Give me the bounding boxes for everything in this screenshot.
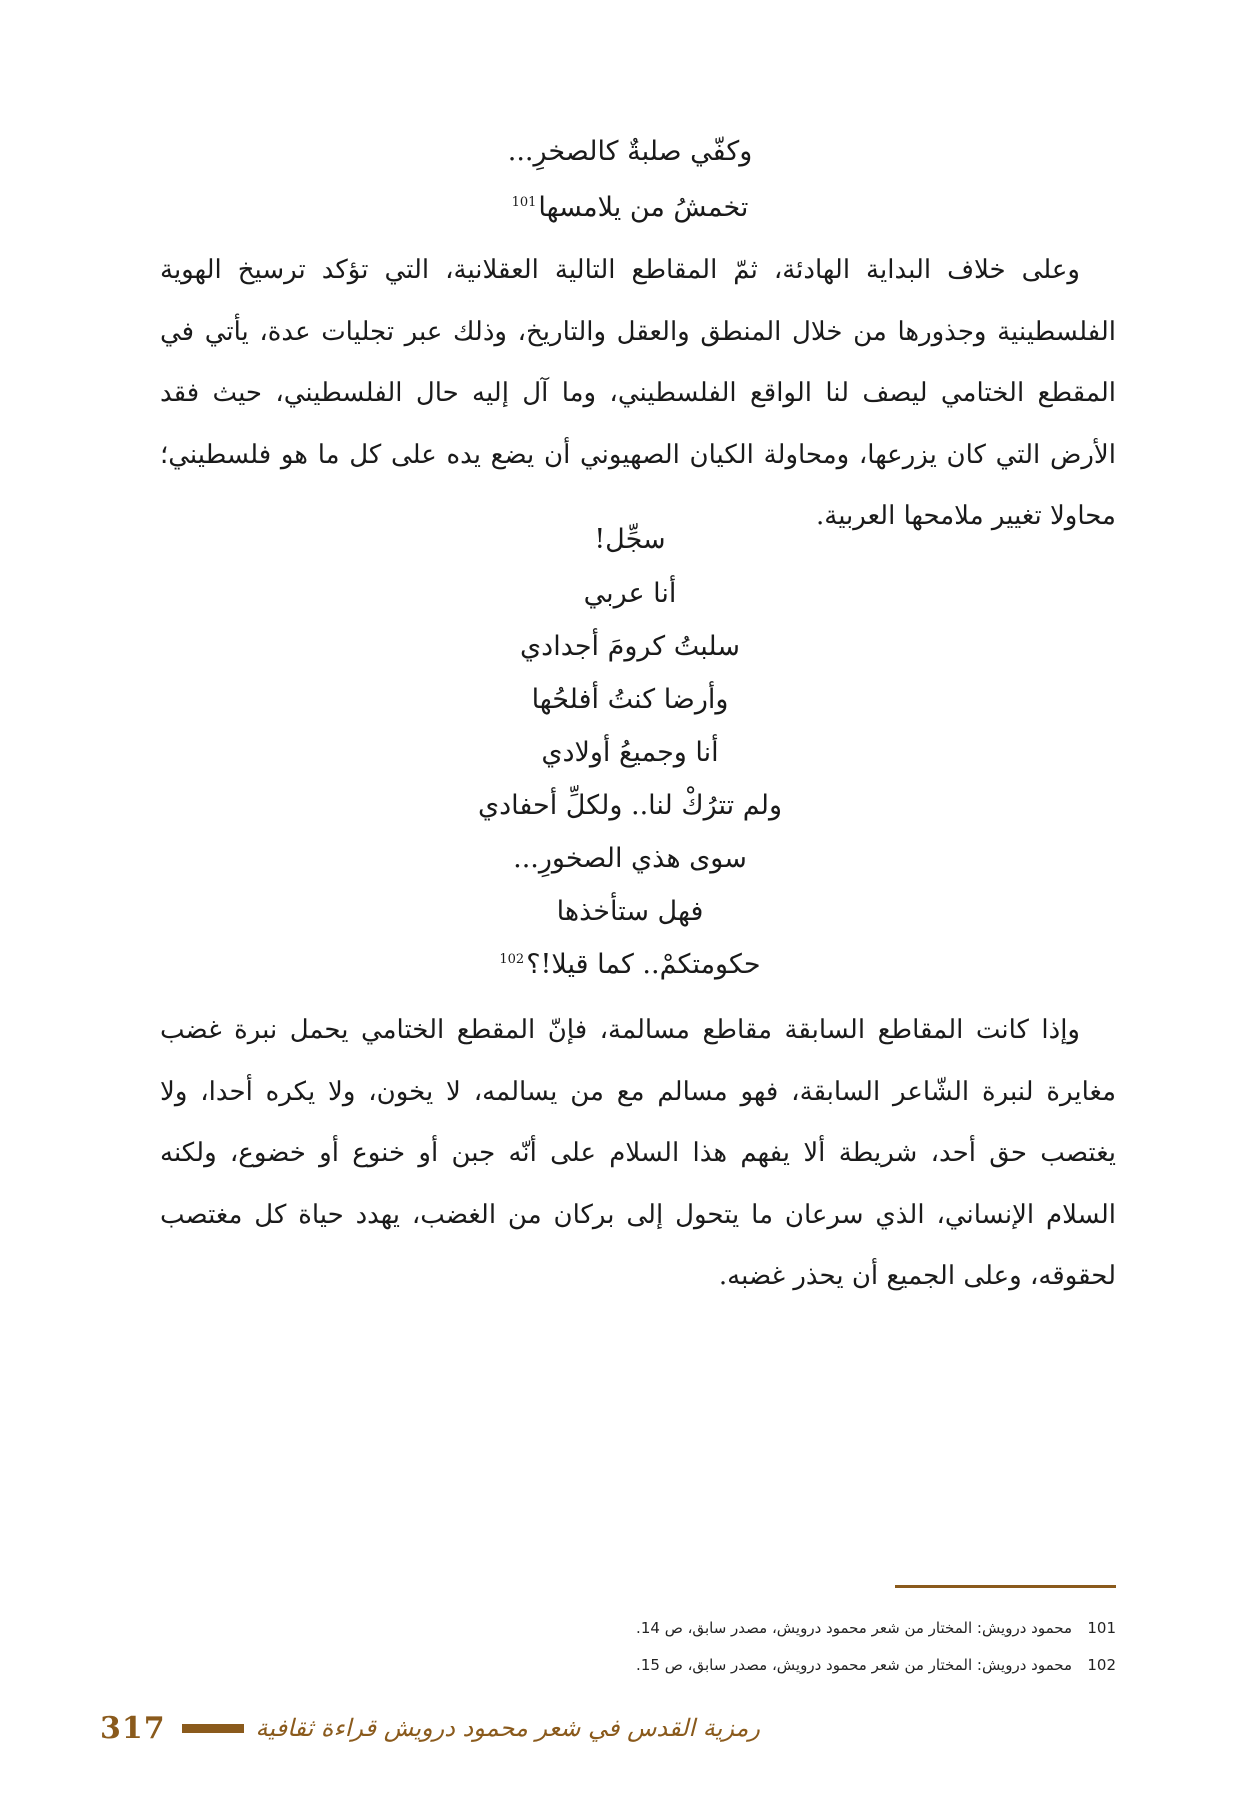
verse-line	[0, 680, 1260, 720]
verse-line	[0, 733, 1260, 773]
verse-text: سوى هذي الصخورِ...	[513, 843, 747, 874]
paragraph-text: وعلى خلاف البداية الهادئة، ثمّ المقاطع التالية العقلانية، التي تؤكد ترسيخ الهوية الفلسطينية وجذورها من خلال المنطق والعقل والتاريخ، وذلك عبر تجليات عدة، يأتي في المقطع الختامي ليصف لنا الواقع الفلسطيني، وما آل إليه حال الفلسطيني، حيث فقد الأرض التي كان يزرعها، ومحاولة الكيان الصهيوني أن يضع يده على كل ما هو فلسطيني؛ محاولا تغيير ملامحها العربية.	[160, 255, 1116, 531]
paragraph-text: وإذا كانت المقاطع السابقة مقاطع مسالمة، فإنّ المقطع الختامي يحمل نبرة غضب مغايرة لنبرة الشّاعر السابقة، فهو مسالم مع من يسالمه، لا يخون، ولا يكره أحدا، ولا يغتصب حق أحد، شريطة ألا يفهم هذا السلام على أنّه جبن أو خنوع أو خضوع، ولكنه السلام الإنساني، الذي سرعان ما يتحول إلى بركان من الغضب، يهدد حياة كل مغتصب لحقوقه، وعلى الجميع أن يحذر غضبه.	[160, 1015, 1116, 1291]
verse-text: حكومتكمْ.. كما قيلا!؟	[526, 949, 761, 980]
body-paragraph	[160, 1000, 1116, 1308]
footnote-text: محمود درويش: المختار من شعر محمود درويش، مصدر سابق، ص 14.	[636, 1619, 1072, 1637]
verse-text: وكفّي صلبةٌ كالصخرِ...	[507, 136, 753, 167]
footnote-101	[400, 1617, 1116, 1639]
verse-line	[0, 839, 1260, 879]
footer-divider-bar	[182, 1724, 244, 1733]
body-paragraph	[160, 240, 1116, 548]
verse-text: ولم تترُكْ لنا.. ولكلِّ أحفادي	[477, 790, 782, 821]
running-footer	[100, 1706, 760, 1750]
running-title: رمزية القدس في شعر محمود درويش قراءة ثقافية	[255, 1714, 760, 1742]
footnote-number: 102	[1087, 1656, 1116, 1674]
verse-text: فهل ستأخذها	[556, 896, 704, 927]
verse-text: سلبتُ كرومَ أجدادي	[520, 631, 740, 662]
verse-text: أنا وجميعُ أولادي	[541, 737, 719, 768]
verse-line	[0, 892, 1260, 932]
verse-line	[0, 574, 1260, 614]
footnote-number: 101	[1087, 1619, 1116, 1637]
verse-line	[0, 945, 1260, 985]
verse-line	[0, 627, 1260, 667]
verse-line	[0, 132, 1260, 172]
verse-line	[0, 520, 1260, 560]
footnote-separator	[895, 1585, 1116, 1588]
footnote-102	[400, 1654, 1116, 1676]
footnote-text: محمود درويش: المختار من شعر محمود درويش، مصدر سابق، ص 15.	[636, 1656, 1072, 1674]
footnote-reference[interactable]: 102	[499, 952, 525, 967]
verse-text: أنا عربي	[583, 578, 677, 609]
verse-line	[0, 188, 1260, 228]
footnote-reference[interactable]: 101	[511, 195, 537, 210]
verse-text: تخمشُ من يلامسها	[538, 192, 749, 223]
verse-text: وأرضا كنتُ أفلحُها	[531, 684, 729, 715]
page-number: 317	[100, 1710, 166, 1746]
verse-line	[0, 786, 1260, 826]
verse-text: سجِّل!	[594, 524, 666, 555]
